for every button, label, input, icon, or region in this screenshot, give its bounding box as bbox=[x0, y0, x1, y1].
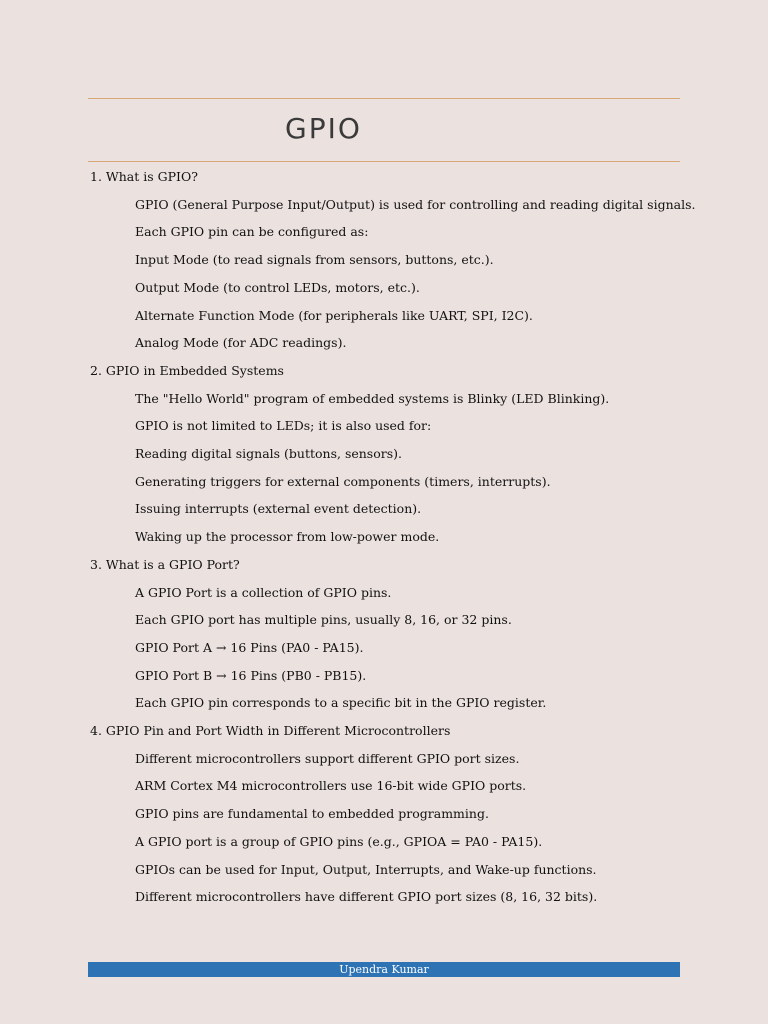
list-item: Output Mode (to control LEDs, motors, etc.). bbox=[135, 279, 420, 295]
list-item: A GPIO Port is a collection of GPIO pins. bbox=[135, 584, 392, 600]
list-item: Each GPIO pin can be configured as: bbox=[135, 224, 369, 240]
title-rule bbox=[88, 161, 680, 162]
section-heading: 3. What is a GPIO Port? bbox=[90, 556, 240, 572]
footer-author: Upendra Kumar bbox=[339, 963, 429, 976]
list-item: GPIO (General Purpose Input/Output) is used for controlling and reading digital signals. bbox=[135, 196, 696, 212]
list-item: GPIO is not limited to LEDs; it is also used for: bbox=[135, 418, 432, 434]
top-rule bbox=[88, 98, 680, 99]
list-item: GPIO Port B → 16 Pins (PB0 - PB15). bbox=[135, 667, 367, 683]
section-heading: 1. What is GPIO? bbox=[90, 169, 198, 184]
list-item: Different microcontrollers have different GPIO port sizes (8, 16, 32 bits). bbox=[135, 889, 598, 905]
list-item: Each GPIO port has multiple pins, usually 8, 16, or 32 pins. bbox=[135, 612, 512, 628]
list-item: Alternate Function Mode (for peripherals like UART, SPI, I2C). bbox=[135, 307, 533, 323]
section-heading: 4. GPIO Pin and Port Width in Different Microcontrollers bbox=[90, 723, 451, 738]
list-item: Reading digital signals (buttons, sensors). bbox=[135, 446, 402, 461]
footer-bar bbox=[88, 962, 680, 977]
list-item: GPIO Port A → 16 Pins (PA0 - PA15). bbox=[135, 639, 364, 655]
section-heading: 2. GPIO in Embedded Systems bbox=[90, 362, 284, 378]
list-item: ARM Cortex M4 microcontrollers use 16-bit wide GPIO ports. bbox=[135, 778, 527, 794]
list-item: Waking up the processor from low-power mode. bbox=[135, 529, 440, 545]
list-item: A GPIO port is a group of GPIO pins (e.g., GPIOA = PA0 - PA15). bbox=[135, 833, 543, 849]
list-item: GPIOs can be used for Input, Output, Interrupts, and Wake-up functions. bbox=[135, 861, 597, 877]
list-item: Issuing interrupts (external event detection). bbox=[135, 501, 422, 517]
list-item: Analog Mode (for ADC readings). bbox=[135, 335, 347, 351]
page-title: GPIO bbox=[285, 112, 362, 145]
list-item: Each GPIO pin corresponds to a specific bit in the GPIO register. bbox=[135, 695, 547, 711]
list-item: The "Hello World" program of embedded systems is Blinky (LED Blinking). bbox=[135, 390, 610, 406]
list-item: Generating triggers for external components (timers, interrupts). bbox=[135, 473, 551, 489]
list-item: Different microcontrollers support different GPIO port sizes. bbox=[135, 750, 520, 766]
list-item: Input Mode (to read signals from sensors, buttons, etc.). bbox=[135, 252, 494, 268]
list-item: GPIO pins are fundamental to embedded programming. bbox=[135, 806, 489, 822]
